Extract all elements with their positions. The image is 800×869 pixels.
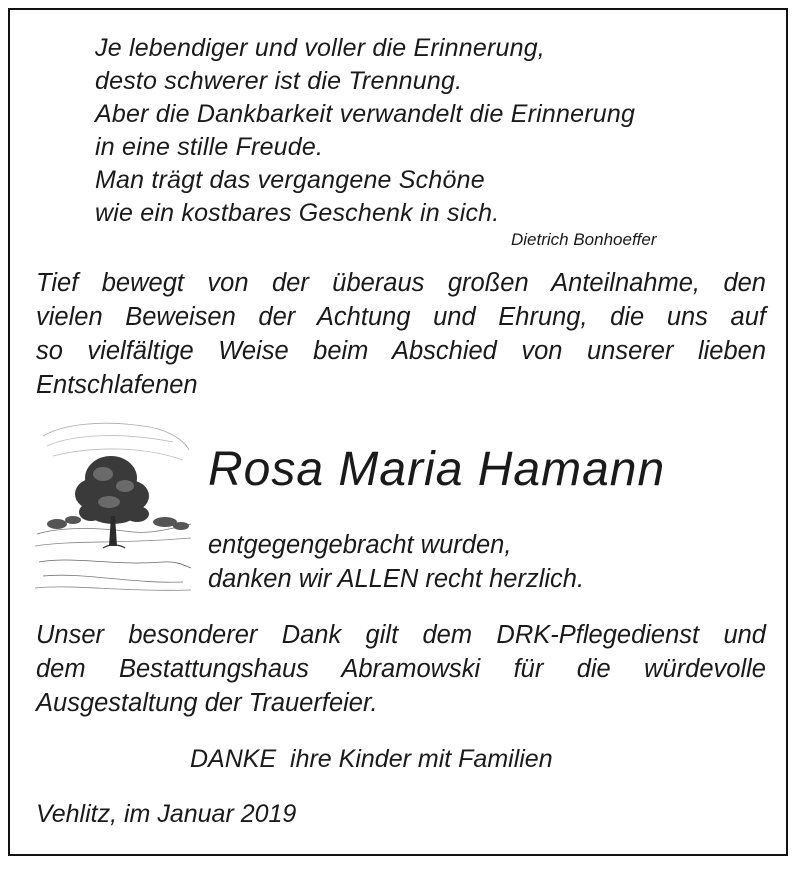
quote-line: desto schwerer ist die Trennung.: [95, 67, 463, 95]
thanks-short-line: danken wir ALLEN recht herzlich.: [208, 565, 585, 593]
quote-line: Aber die Dankbarkeit verwandelt die Erinnerung: [95, 100, 636, 128]
deceased-name: Rosa Maria Hamann: [208, 443, 666, 496]
bonhoeffer-quote: [95, 32, 635, 230]
intro-paragraph: [36, 266, 766, 402]
thanks-short-line: entgegengebracht wurden,: [208, 531, 512, 559]
place-date: Vehlitz, im Januar 2019: [36, 800, 297, 828]
quote-line: Man trägt das vergangene Schöne: [95, 166, 485, 194]
quote-line: wie ein kostbares Geschenk in sich.: [95, 199, 500, 227]
intro-line: so vielfältige Weise beim Abschied von unserer lieben: [36, 337, 766, 365]
special-thanks-line: dem Bestattungshaus Abramowski für die würdevolle: [36, 655, 766, 683]
intro-line: vielen Beweisen der Achtung und Ehrung, die uns auf: [36, 303, 766, 331]
tree-landscape-icon: [33, 416, 193, 596]
quote-author: Dietrich Bonhoeffer: [511, 230, 657, 249]
special-thanks-line: Ausgestaltung der Trauerfeier.: [36, 689, 378, 717]
special-thanks-paragraph: [36, 618, 766, 720]
signature: DANKE ihre Kinder mit Familien: [190, 745, 553, 773]
thanks-short-paragraph: [208, 528, 584, 596]
intro-line: Entschlafenen: [36, 371, 198, 399]
quote-line: in eine stille Freude.: [95, 133, 324, 161]
quote-line: Je lebendiger und voller die Erinnerung,: [95, 34, 545, 62]
intro-line: Tief bewegt von der überaus großen Anteilnahme, den: [36, 269, 766, 297]
special-thanks-line: Unser besonderer Dank gilt dem DRK-Pflegedienst und: [36, 621, 766, 649]
